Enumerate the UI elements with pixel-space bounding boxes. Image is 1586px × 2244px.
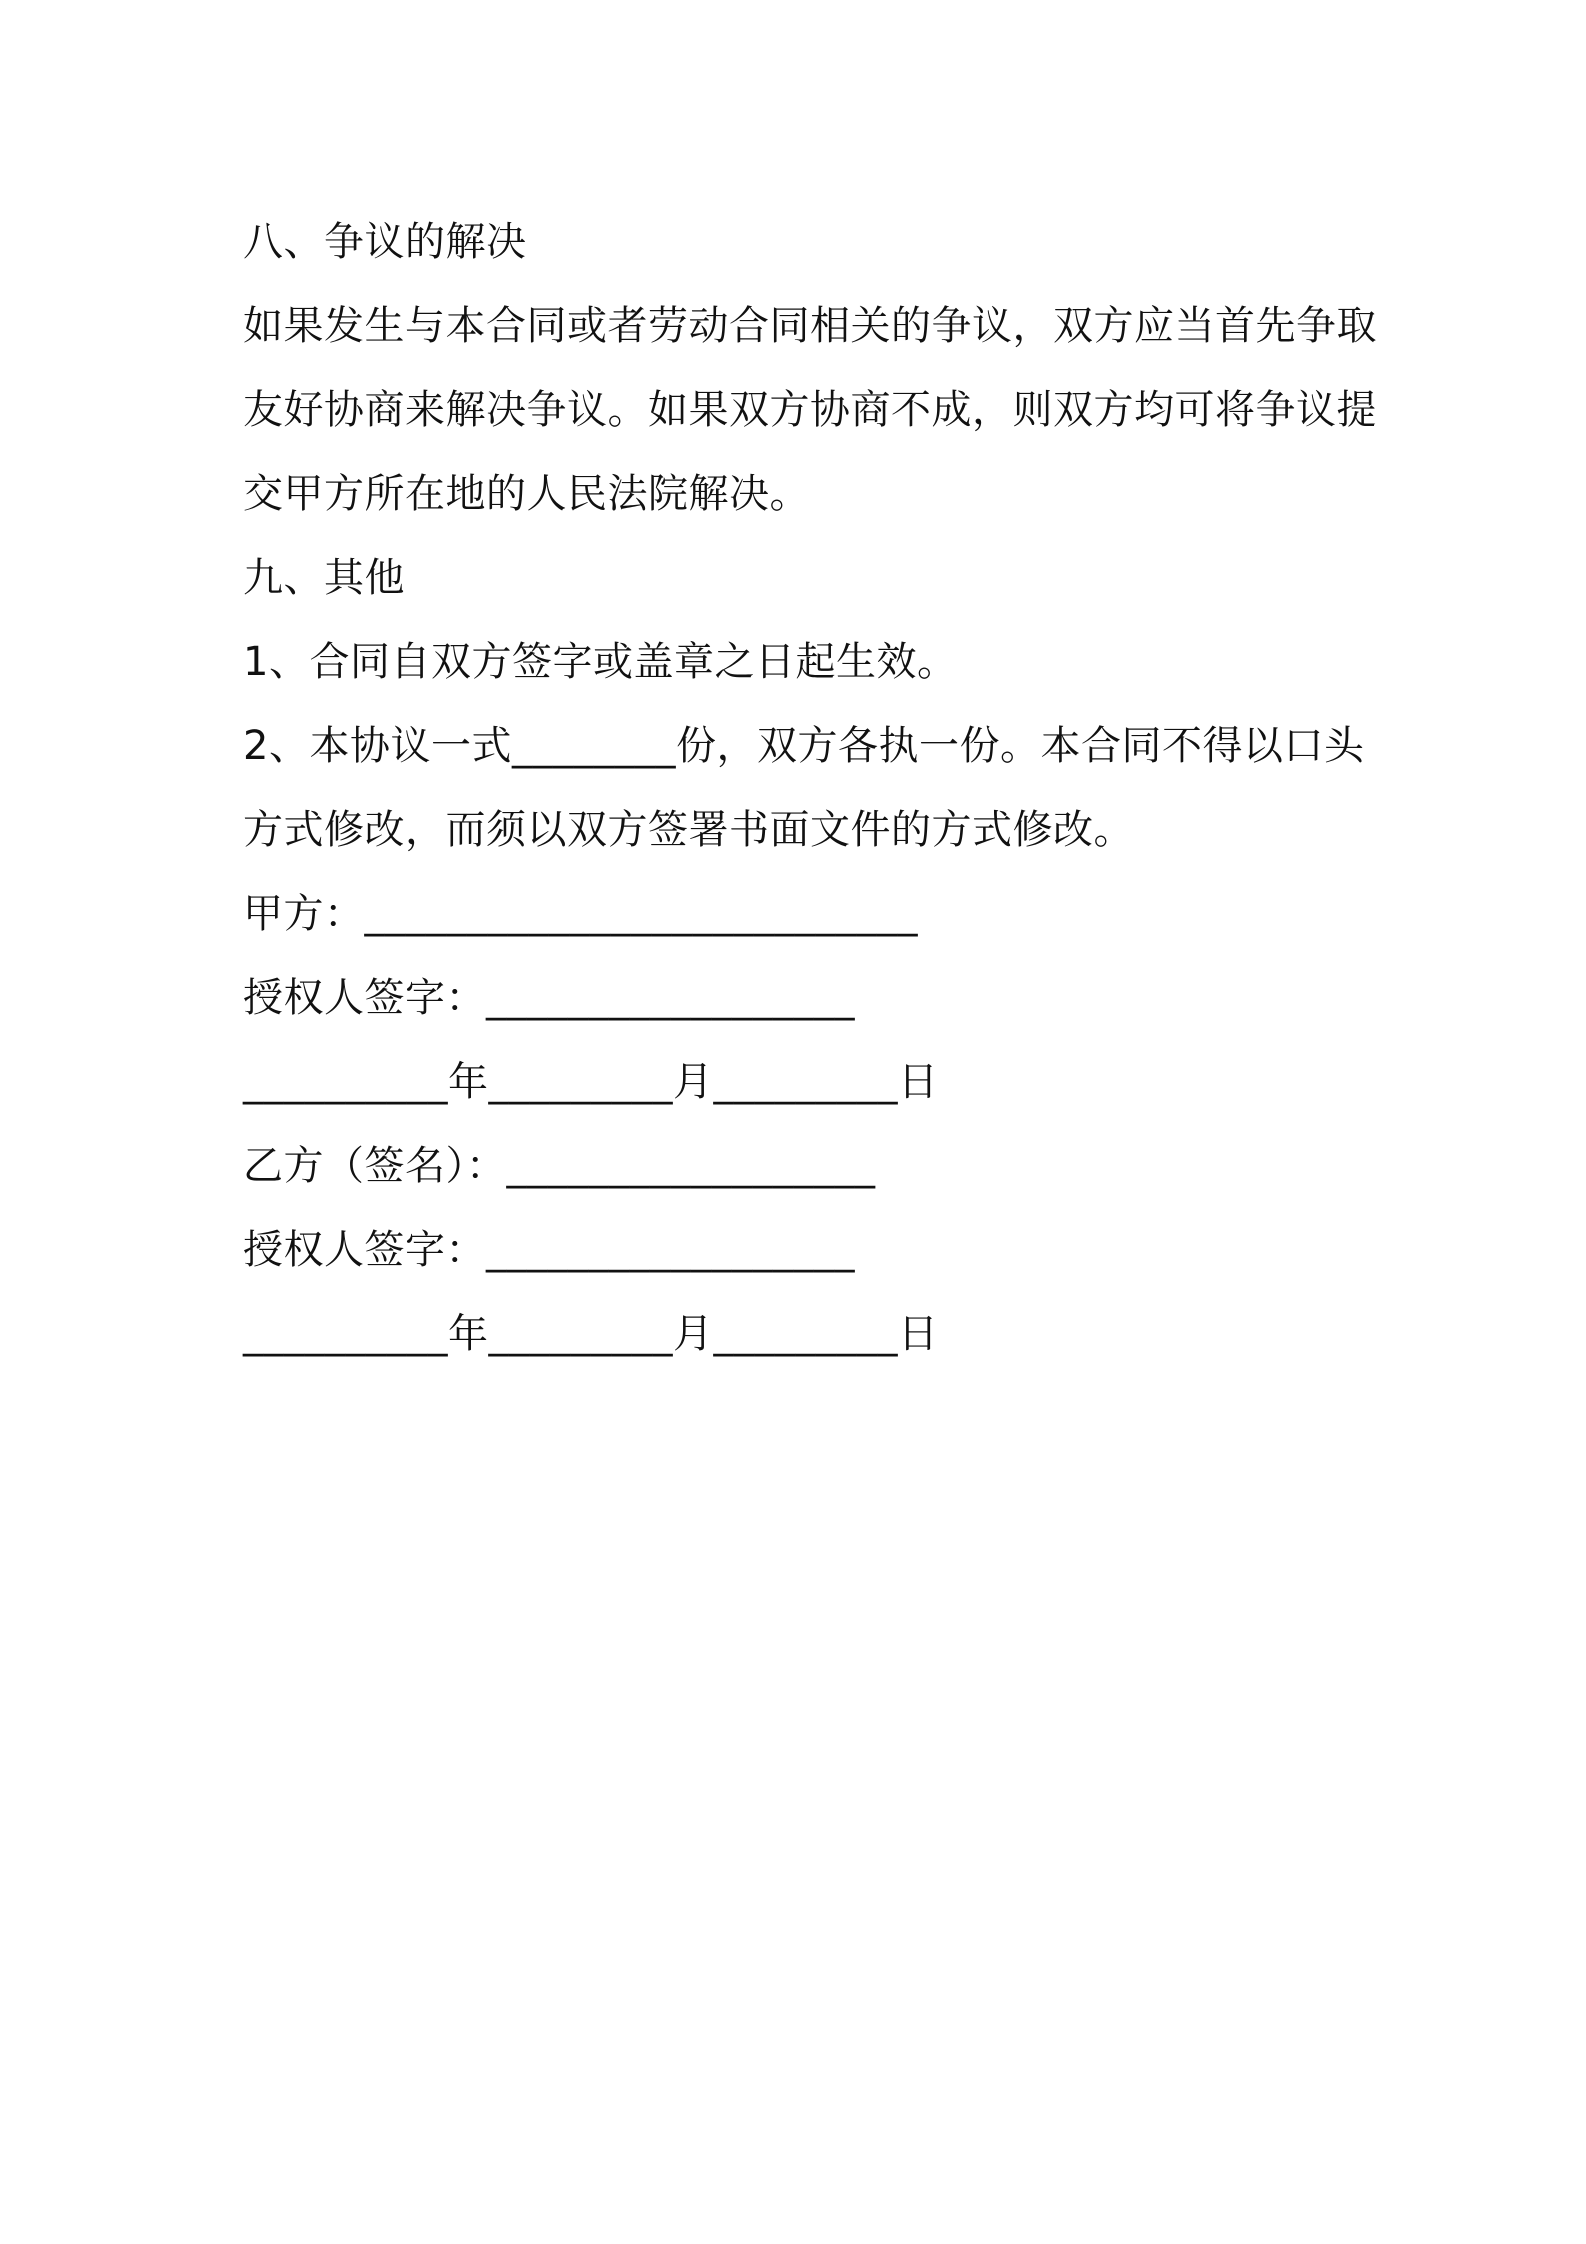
section-8-line-1: 如果发生与本合同或者劳动合同相关的争议，双方应当首先争取 [243,303,1377,349]
party-b-authorized-signature-line: 授权人签字：__________________ [243,1227,855,1273]
section-8-line-3: 交甲方所在地的人民法院解决。 [243,471,810,517]
party-b-signature-line: 乙方（签名）：__________________ [243,1143,876,1189]
section-8-line-2: 友好协商来解决争议。如果双方协商不成，则双方均可将争议提 [243,387,1377,433]
section-9-heading: 九、其他 [243,555,405,601]
section-9-item-2-line-1: 2、本协议一式________份，双方各执一份。本合同不得以口头 [243,723,1365,769]
section-8-heading: 八、争议的解决 [243,219,527,265]
party-a-signature-line: 甲方：___________________________ [243,891,918,937]
party-a-date-line: __________年_________月_________日 [243,1059,939,1105]
section-9-item-1: 1、合同自双方签字或盖章之日起生效。 [243,639,958,685]
document-body [243,200,1377,1376]
section-9-item-2-line-2: 方式修改，而须以双方签署书面文件的方式修改。 [243,807,1134,853]
party-b-date-line: __________年_________月_________日 [243,1311,939,1357]
party-a-authorized-signature-line: 授权人签字：__________________ [243,975,855,1021]
